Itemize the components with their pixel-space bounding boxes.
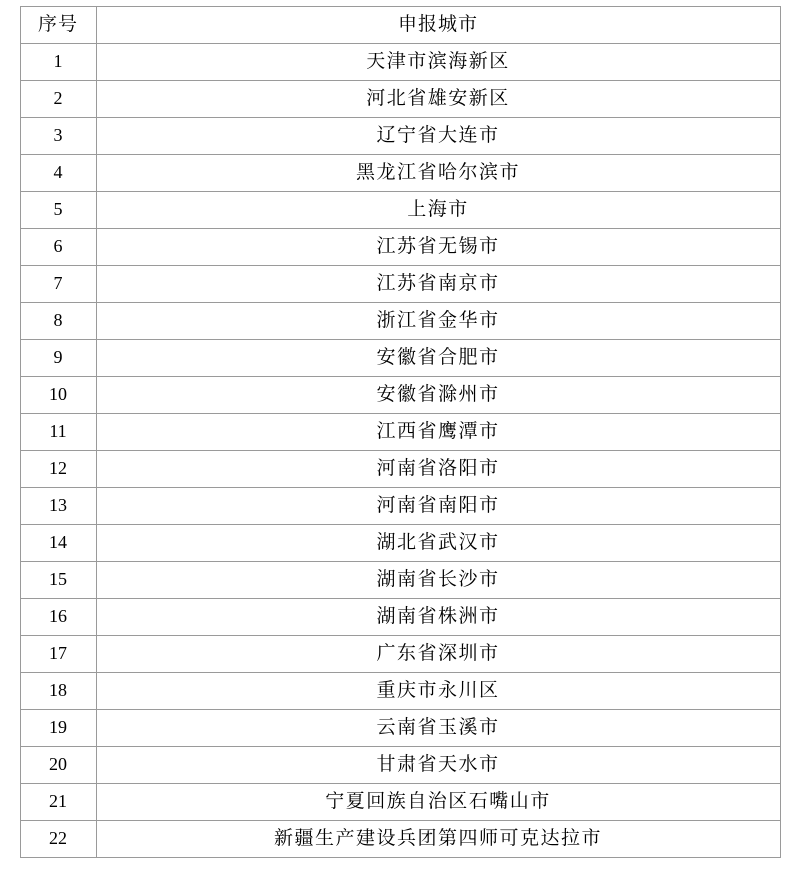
row-city: 江苏省南京市 — [96, 266, 780, 303]
table-row — [20, 155, 780, 192]
column-header-index: 序号 — [20, 7, 96, 44]
table-row — [20, 192, 780, 229]
table-row — [20, 784, 780, 821]
table-row — [20, 451, 780, 488]
table-row — [20, 229, 780, 266]
table-row — [20, 525, 780, 562]
row-index: 4 — [20, 155, 96, 192]
table-row — [20, 340, 780, 377]
table-header — [20, 7, 780, 44]
row-index: 21 — [20, 784, 96, 821]
row-index: 16 — [20, 599, 96, 636]
row-city: 云南省玉溪市 — [96, 710, 780, 747]
row-city: 湖南省株洲市 — [96, 599, 780, 636]
row-city: 江西省鹰潭市 — [96, 414, 780, 451]
row-index: 9 — [20, 340, 96, 377]
row-index: 20 — [20, 747, 96, 784]
row-city: 湖南省长沙市 — [96, 562, 780, 599]
table-body — [20, 44, 780, 858]
row-city: 天津市滨海新区 — [96, 44, 780, 81]
row-index: 12 — [20, 451, 96, 488]
row-city: 河北省雄安新区 — [96, 81, 780, 118]
row-index: 13 — [20, 488, 96, 525]
table-row — [20, 118, 780, 155]
row-index: 10 — [20, 377, 96, 414]
table-row — [20, 636, 780, 673]
table-row — [20, 266, 780, 303]
row-city: 上海市 — [96, 192, 780, 229]
row-index: 1 — [20, 44, 96, 81]
table-row — [20, 81, 780, 118]
row-index: 2 — [20, 81, 96, 118]
row-city: 重庆市永川区 — [96, 673, 780, 710]
row-city: 辽宁省大连市 — [96, 118, 780, 155]
row-index: 15 — [20, 562, 96, 599]
table-row — [20, 414, 780, 451]
table-row — [20, 710, 780, 747]
row-city: 河南省南阳市 — [96, 488, 780, 525]
table-row — [20, 377, 780, 414]
column-header-city: 申报城市 — [96, 7, 780, 44]
document-page — [0, 6, 800, 869]
row-city: 浙江省金华市 — [96, 303, 780, 340]
table-row — [20, 488, 780, 525]
row-index: 6 — [20, 229, 96, 266]
row-city: 江苏省无锡市 — [96, 229, 780, 266]
declared-cities-table — [20, 6, 781, 858]
table-row — [20, 747, 780, 784]
row-index: 19 — [20, 710, 96, 747]
row-city: 宁夏回族自治区石嘴山市 — [96, 784, 780, 821]
row-city: 广东省深圳市 — [96, 636, 780, 673]
row-city: 黑龙江省哈尔滨市 — [96, 155, 780, 192]
row-city: 甘肃省天水市 — [96, 747, 780, 784]
row-city: 安徽省合肥市 — [96, 340, 780, 377]
row-index: 7 — [20, 266, 96, 303]
row-city: 安徽省滁州市 — [96, 377, 780, 414]
table-header-row — [20, 7, 780, 44]
row-index: 11 — [20, 414, 96, 451]
row-index: 3 — [20, 118, 96, 155]
row-city: 新疆生产建设兵团第四师可克达拉市 — [96, 821, 780, 858]
row-index: 18 — [20, 673, 96, 710]
row-index: 14 — [20, 525, 96, 562]
table-row — [20, 821, 780, 858]
row-city: 河南省洛阳市 — [96, 451, 780, 488]
table-row — [20, 673, 780, 710]
row-index: 8 — [20, 303, 96, 340]
row-city: 湖北省武汉市 — [96, 525, 780, 562]
table-row — [20, 44, 780, 81]
table-row — [20, 303, 780, 340]
row-index: 5 — [20, 192, 96, 229]
table-row — [20, 599, 780, 636]
row-index: 22 — [20, 821, 96, 858]
row-index: 17 — [20, 636, 96, 673]
table-row — [20, 562, 780, 599]
